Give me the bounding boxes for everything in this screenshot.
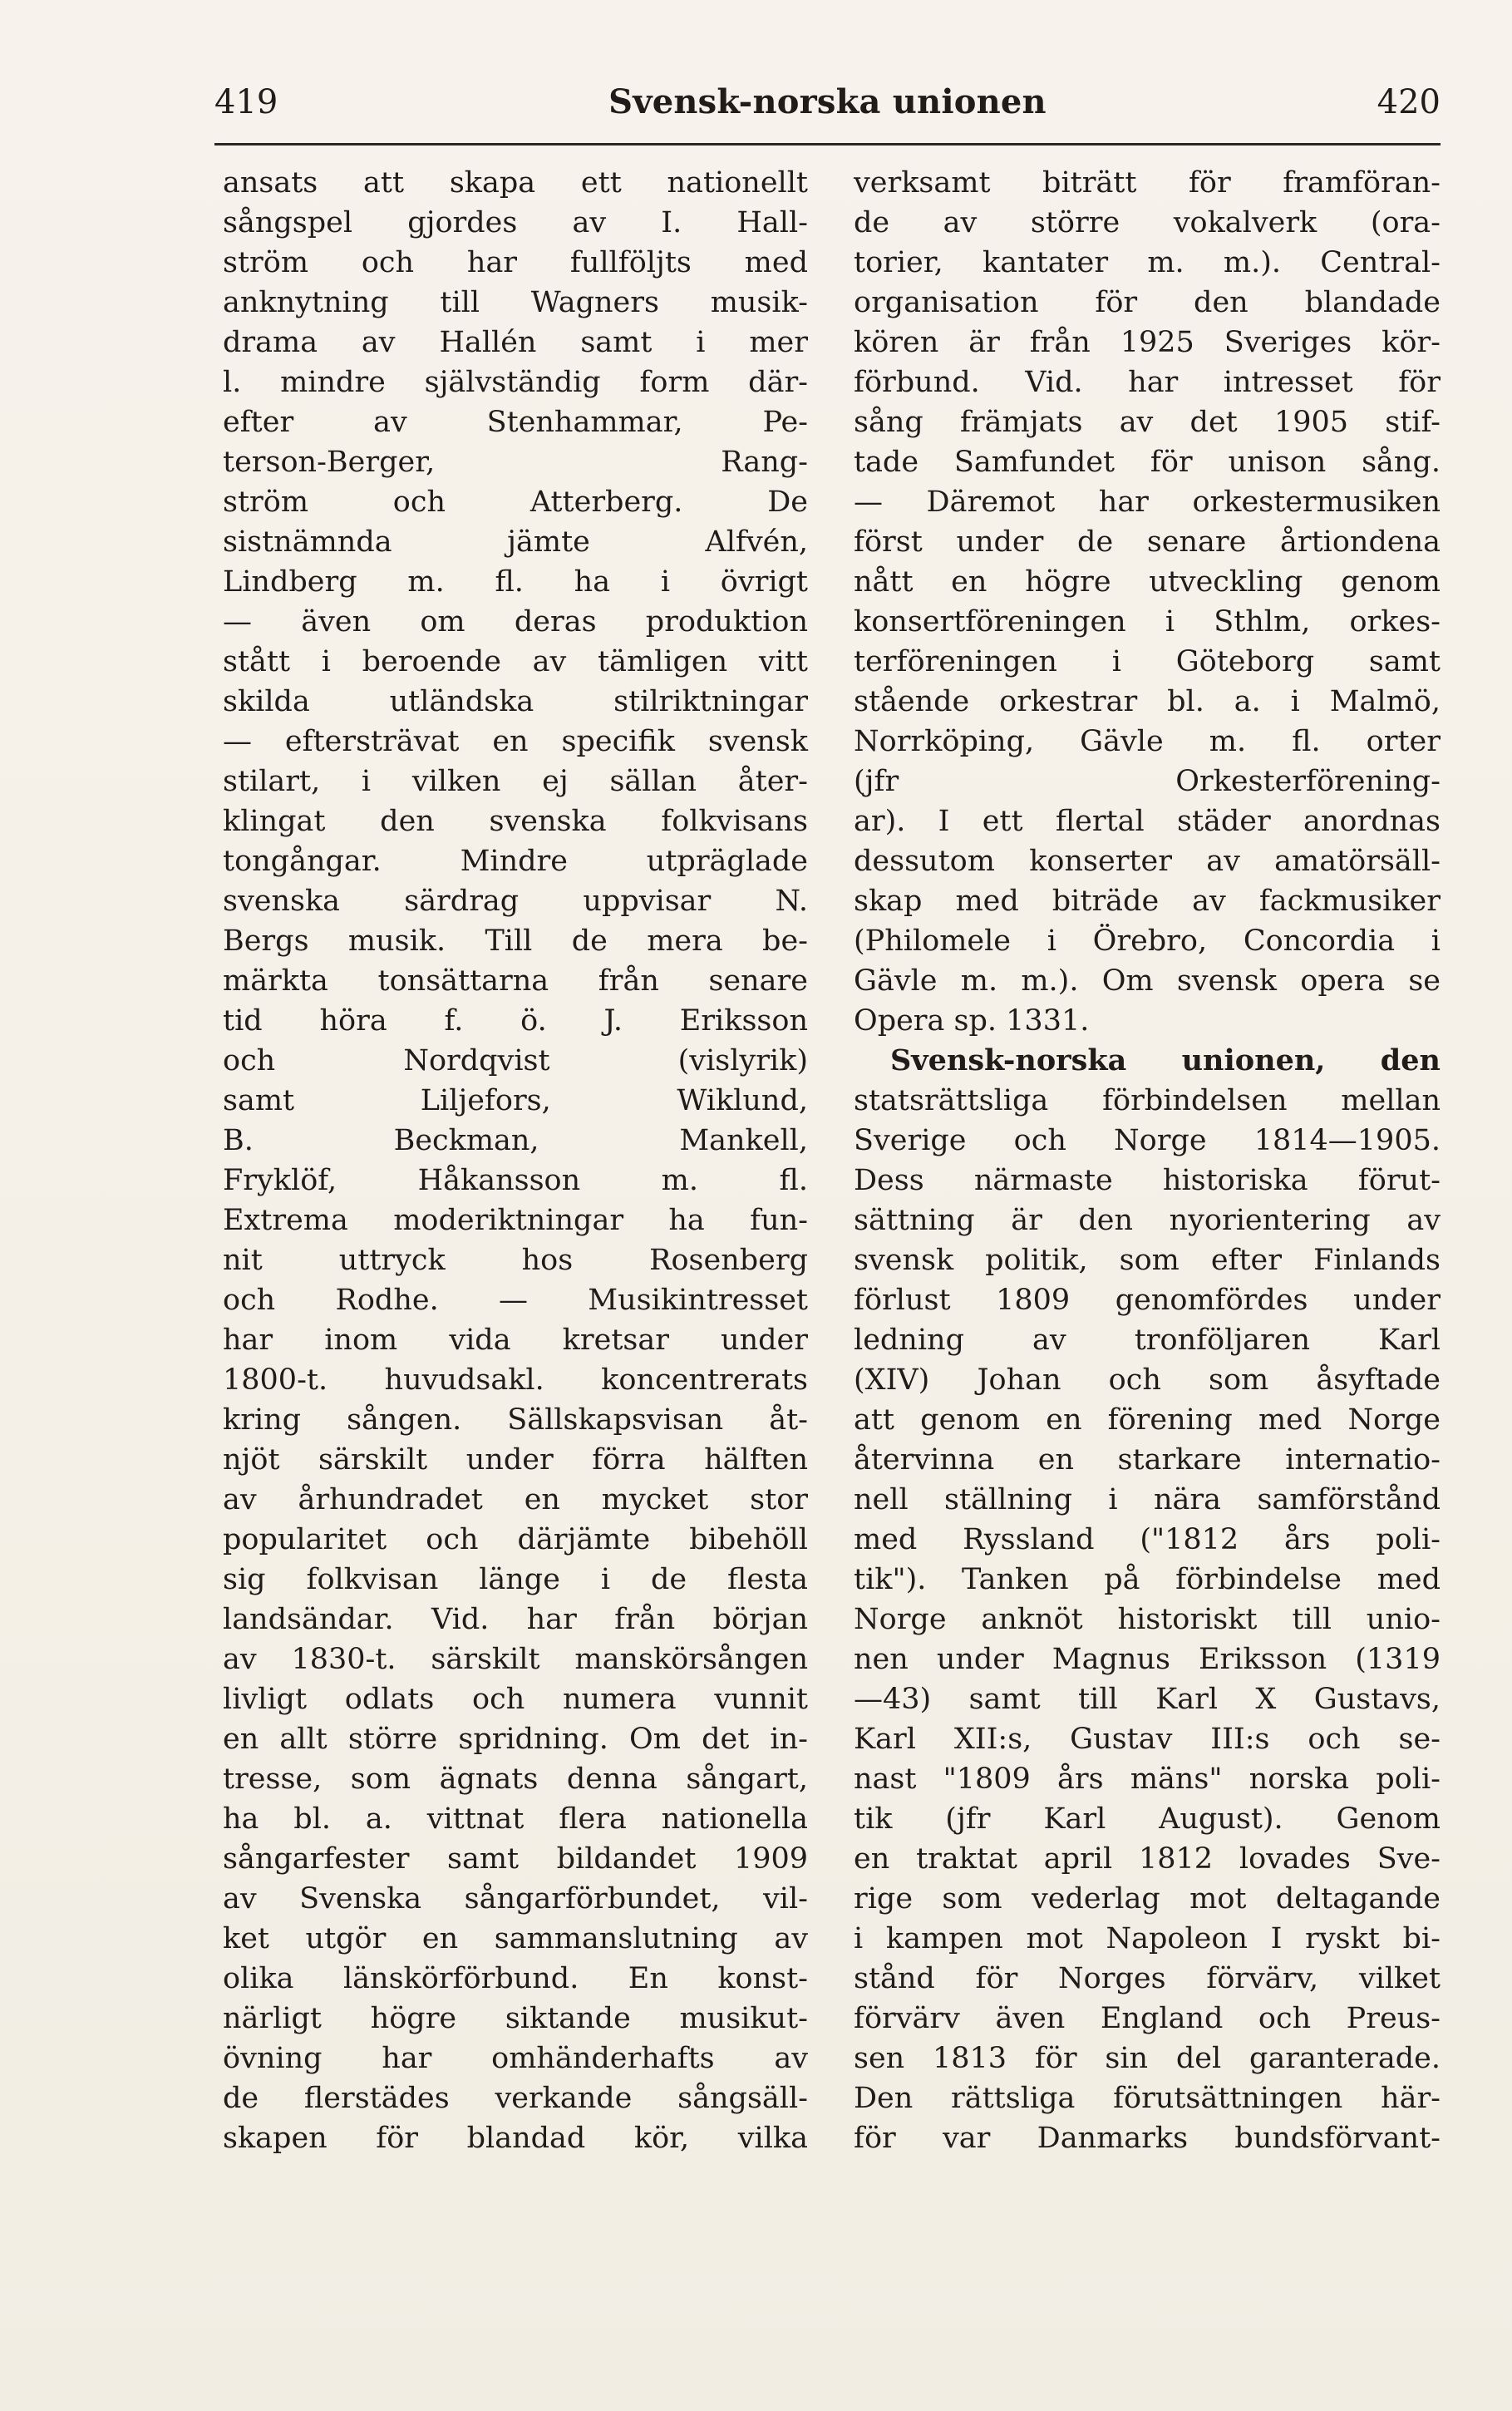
left-line: av 1830-t. särskilt manskörsången bbox=[223, 1643, 808, 1676]
left-line: har inom vida kretsar under bbox=[223, 1324, 808, 1357]
right-line: Gävle m. m.). Om svensk opera se bbox=[854, 964, 1441, 998]
left-line: stilart, i vilken ej sällan åter- bbox=[223, 765, 808, 798]
right-line: för var Danmarks bundsförvant- bbox=[854, 2122, 1441, 2155]
right-line: Den rättsliga förutsättningen här- bbox=[854, 2082, 1441, 2115]
left-line: kring sången. Sällskapsvisan åt- bbox=[223, 1403, 808, 1437]
left-line: njöt särskilt under förra hälften bbox=[223, 1443, 808, 1477]
right-line: ar). I ett flertal städer anordnas bbox=[854, 805, 1441, 838]
left-line: sångarfester samt bildandet 1909 bbox=[223, 1842, 808, 1876]
left-line: tresse, som ägnats denna sångart, bbox=[223, 1763, 808, 1796]
page-number-left: 419 bbox=[214, 83, 278, 121]
right-line: förbund. Vid. har intresset för bbox=[854, 366, 1441, 399]
left-line: nit uttryck hos Rosenberg bbox=[223, 1244, 808, 1277]
entry-heading-line: Svensk-norska unionen, den bbox=[890, 1043, 1441, 1077]
left-line: ström och har fullföljts med bbox=[223, 246, 808, 279]
left-line: svenska särdrag uppvisar N. bbox=[223, 885, 808, 918]
right-line: organisation för den blandade bbox=[854, 286, 1441, 319]
left-line: Bergs musik. Till de mera be- bbox=[223, 924, 808, 958]
right-line: konsertföreningen i Sthlm, orkes- bbox=[854, 605, 1441, 638]
left-line: Fryklöf, Håkansson m. fl. bbox=[223, 1164, 808, 1197]
left-line: anknytning till Wagners musik- bbox=[223, 286, 808, 319]
left-line: efter av Stenhammar, Pe- bbox=[223, 406, 808, 439]
right-line: —43) samt till Karl X Gustavs, bbox=[854, 1683, 1441, 1716]
left-line: ket utgör en sammanslutning av bbox=[223, 1922, 808, 1955]
right-line: tik"). Tanken på förbindelse med bbox=[854, 1563, 1441, 1596]
right-line: Sverige och Norge 1814—1905. bbox=[854, 1124, 1441, 1157]
right-line: förlust 1809 genomfördes under bbox=[854, 1284, 1441, 1317]
right-line: terföreningen i Göteborg samt bbox=[854, 645, 1441, 678]
left-line: och Nordqvist (vislyrik) bbox=[223, 1044, 808, 1077]
right-line: Karl XII:s, Gustav III:s och se- bbox=[854, 1723, 1441, 1756]
right-line: ledning av tronföljaren Karl bbox=[854, 1324, 1441, 1357]
left-line: sångspel gjordes av I. Hall- bbox=[223, 206, 808, 239]
left-line: landsändar. Vid. har från början bbox=[223, 1603, 808, 1636]
left-line: livligt odlats och numera vunnit bbox=[223, 1683, 808, 1716]
left-line: och Rodhe. — Musikintresset bbox=[223, 1284, 808, 1317]
left-line: stått i beroende av tämligen vitt bbox=[223, 645, 808, 678]
left-line: ström och Atterberg. De bbox=[223, 486, 808, 519]
left-line: Lindberg m. fl. ha i övrigt bbox=[223, 565, 808, 599]
right-line: (jfr Orkesterförening- bbox=[854, 765, 1441, 798]
right-line: med Ryssland ("1812 års poli- bbox=[854, 1523, 1441, 1556]
left-line: ansats att skapa ett nationellt bbox=[223, 166, 808, 200]
left-column bbox=[223, 163, 808, 2158]
left-line: märkta tonsättarna från senare bbox=[223, 964, 808, 998]
right-line: (XIV) Johan och som åsyftade bbox=[854, 1363, 1441, 1397]
right-line: att genom en förening med Norge bbox=[854, 1403, 1441, 1437]
left-line: l. mindre självständig form där- bbox=[223, 366, 808, 399]
left-line: de flerstädes verkande sångsäll- bbox=[223, 2082, 808, 2115]
right-line: först under de senare årtiondena bbox=[854, 525, 1441, 559]
right-line: sättning är den nyorientering av bbox=[854, 1204, 1441, 1237]
right-line: verksamt biträtt för framföran- bbox=[854, 166, 1441, 200]
right-line: sen 1813 för sin del garanterade. bbox=[854, 2042, 1441, 2075]
right-line: skap med biträde av fackmusiker bbox=[854, 885, 1441, 918]
left-line: sistnämnda jämte Alfvén, bbox=[223, 525, 808, 559]
right-line: statsrättsliga förbindelsen mellan bbox=[854, 1084, 1441, 1117]
right-line: de av större vokalverk (ora- bbox=[854, 206, 1441, 239]
right-line: Dess närmaste historiska förut- bbox=[854, 1164, 1441, 1197]
running-title: Svensk-norska unionen bbox=[608, 82, 1047, 121]
right-line: kören är från 1925 Sveriges kör- bbox=[854, 326, 1441, 359]
left-line: skapen för blandad kör, vilka bbox=[223, 2122, 808, 2155]
right-line: nell ställning i nära samförstånd bbox=[854, 1483, 1441, 1516]
left-line: ha bl. a. vittnat flera nationella bbox=[223, 1802, 808, 1836]
left-line: av Svenska sångarförbundet, vil- bbox=[223, 1882, 808, 1915]
right-line: — Däremot har orkestermusiken bbox=[854, 486, 1441, 519]
left-line: av århundradet en mycket stor bbox=[223, 1483, 808, 1516]
right-line: förvärv även England och Preus- bbox=[854, 2002, 1441, 2035]
left-line: terson-Berger, Rang- bbox=[223, 446, 808, 479]
left-line: popularitet och därjämte bibehöll bbox=[223, 1523, 808, 1556]
right-line: svensk politik, som efter Finlands bbox=[854, 1244, 1441, 1277]
left-line: B. Beckman, Mankell, bbox=[223, 1124, 808, 1157]
right-line: stående orkestrar bl. a. i Malmö, bbox=[854, 685, 1441, 718]
right-line: torier, kantater m. m.). Central- bbox=[854, 246, 1441, 279]
page-number-right: 420 bbox=[1377, 83, 1441, 121]
left-line: sig folkvisan länge i de flesta bbox=[223, 1563, 808, 1596]
header-rule bbox=[214, 143, 1441, 145]
right-line: Norrköping, Gävle m. fl. orter bbox=[854, 725, 1441, 758]
right-column bbox=[854, 163, 1441, 2158]
right-line: tik (jfr Karl August). Genom bbox=[854, 1802, 1441, 1836]
right-line: dessutom konserter av amatörsäll- bbox=[854, 845, 1441, 878]
left-line: övning har omhänderhafts av bbox=[223, 2042, 808, 2075]
right-line: (Philomele i Örebro, Concordia i bbox=[854, 924, 1441, 958]
right-line: i kampen mot Napoleon I ryskt bi- bbox=[854, 1922, 1441, 1955]
left-line: — även om deras produktion bbox=[223, 605, 808, 638]
left-line: 1800-t. huvudsakl. koncentrerats bbox=[223, 1363, 808, 1397]
left-line: tongångar. Mindre utpräglade bbox=[223, 845, 808, 878]
left-line: olika länskörförbund. En konst- bbox=[223, 1962, 808, 1995]
left-line: närligt högre siktande musikut- bbox=[223, 2002, 808, 2035]
right-line: återvinna en starkare internatio- bbox=[854, 1443, 1441, 1477]
left-line: klingat den svenska folkvisans bbox=[223, 805, 808, 838]
right-line: sång främjats av det 1905 stif- bbox=[854, 406, 1441, 439]
right-line: stånd för Norges förvärv, vilket bbox=[854, 1962, 1441, 1995]
left-line: Extrema moderiktningar ha fun- bbox=[223, 1204, 808, 1237]
right-line: Norge anknöt historiskt till unio- bbox=[854, 1603, 1441, 1636]
right-line: nen under Magnus Eriksson (1319 bbox=[854, 1643, 1441, 1676]
left-line: tid höra f. ö. J. Eriksson bbox=[223, 1004, 808, 1038]
left-line: drama av Hallén samt i mer bbox=[223, 326, 808, 359]
right-line: nått en högre utveckling genom bbox=[854, 565, 1441, 599]
right-line: rige som vederlag mot deltagande bbox=[854, 1882, 1441, 1915]
page-header bbox=[214, 79, 1441, 132]
right-line: en traktat april 1812 lovades Sve- bbox=[854, 1842, 1441, 1876]
left-line: samt Liljefors, Wiklund, bbox=[223, 1084, 808, 1117]
right-line: tade Samfundet för unison sång. bbox=[854, 446, 1441, 479]
right-line: nast "1809 års mäns" norska poli- bbox=[854, 1763, 1441, 1796]
left-line: en allt större spridning. Om det in- bbox=[223, 1723, 808, 1756]
left-line: — eftersträvat en specifik svensk bbox=[223, 725, 808, 758]
left-line: skilda utländska stilriktningar bbox=[223, 685, 808, 718]
right-line: Opera sp. 1331. bbox=[854, 1004, 1090, 1038]
